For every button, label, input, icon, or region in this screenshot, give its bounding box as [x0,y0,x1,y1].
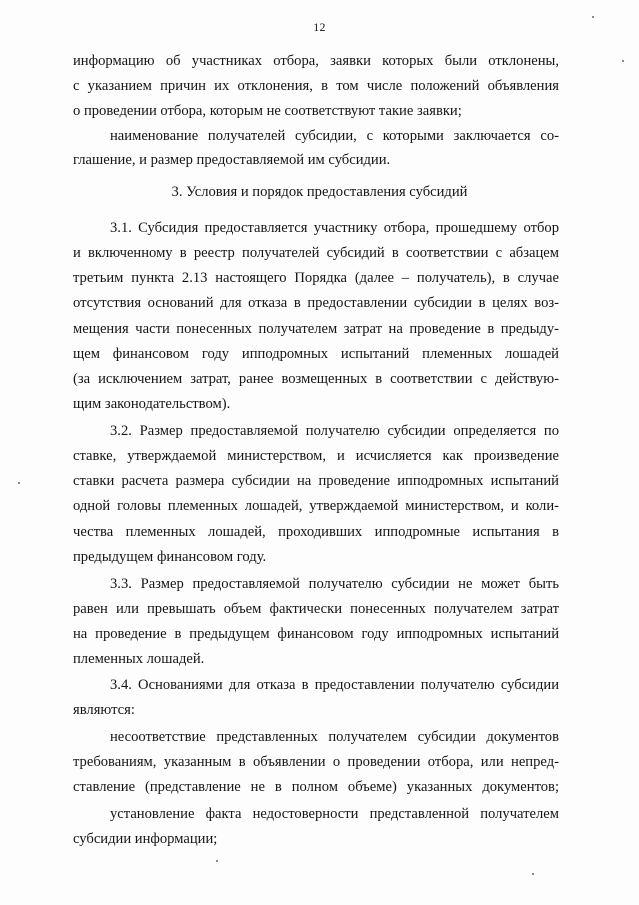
paragraph-3-1-line: щим законодательством). [73,396,231,412]
text-line: глашение, и размер предоставляемой им субсидии. [73,152,391,168]
scan-speck [18,482,20,484]
paragraph-3-1-line: третьим пункта 2.13 настоящего Порядка (далее – получатель), в случае [73,270,559,286]
scan-speck [532,873,534,875]
paragraph-3-3-line: 3.3. Размер предоставляемой получателю субсидии не может быть [110,576,559,592]
paragraph-3-4-line: являются: [73,702,135,718]
list-item-line: ставление (представление не в полном объеме) указанных документов; [73,779,559,795]
text-line: информацию об участниках отбора, заявки которых были отклонены, [73,53,559,69]
text-line: с указанием причин их отклонения, в том числе положений объявления [73,78,559,94]
list-item-line: субсидии информации; [73,831,218,847]
paragraph-3-4-line: 3.4. Основаниями для отказа в предоставлении получателю субсидии [110,677,559,693]
list-item-line: требованиям, указанным в объявлении о проведении отбора, или непред- [73,754,559,770]
page-number: 12 [313,20,326,34]
paragraph-3-1-line: (за исключением затрат, ранее возмещенных в соответствии с действую- [73,371,559,387]
scan-speck [622,60,624,62]
scan-speck [592,16,594,18]
paragraph-3-1-line: мещения части понесенных получателем затрат на проведение в предыду- [73,321,559,337]
paragraph-3-1-line: отсутствия оснований для отказа в предоставлении субсидии в целях воз- [73,295,559,311]
paragraph-3-2-line: чества племенных лошадей, проходивших ипподромные испытания в [73,524,559,540]
list-item-line: несоответствие представленных получателем субсидии документов [110,729,559,745]
paragraph-3-2-line: одной головы племенных лошадей, утверждаемой министерством, и коли- [73,498,559,514]
scan-speck [216,860,218,862]
paragraph-3-2-line: ставки расчета размера субсидии на проведение ипподромных испытаний [73,473,559,489]
paragraph-3-2-line: ставке, утверждаемой министерством, и исчисляется как произведение [73,448,559,464]
paragraph-3-2-line: 3.2. Размер предоставляемой получателю субсидии определяется по [110,423,559,439]
list-item-line: установление факта недостоверности представленной получателем [110,806,559,822]
text-line: о проведении отбора, которым не соответствуют такие заявки; [73,103,462,119]
paragraph-3-3-line: на проведение в предыдущем финансовом году ипподромных испытаний [73,626,559,642]
paragraph-3-1-line: и включенному в реестр получателей субсидий в соответствии с абзацем [73,245,559,261]
paragraph-3-3-line: племенных лошадей. [73,651,205,667]
section-heading: 3. Условия и порядок предоставления субсидий [171,184,468,200]
paragraph-3-3-line: равен или превышать объем фактически понесенных получателем затрат [73,601,559,617]
paragraph-3-1-line: 3.1. Субсидия предоставляется участнику отбора, прошедшему отбор [110,220,559,236]
paragraph-3-2-line: предыдущем финансовом году. [73,549,267,565]
text-line: наименование получателей субсидии, с которыми заключается со- [110,128,559,144]
paragraph-3-1-line: щем финансовом году ипподромных испытаний племенных лошадей [73,346,559,362]
